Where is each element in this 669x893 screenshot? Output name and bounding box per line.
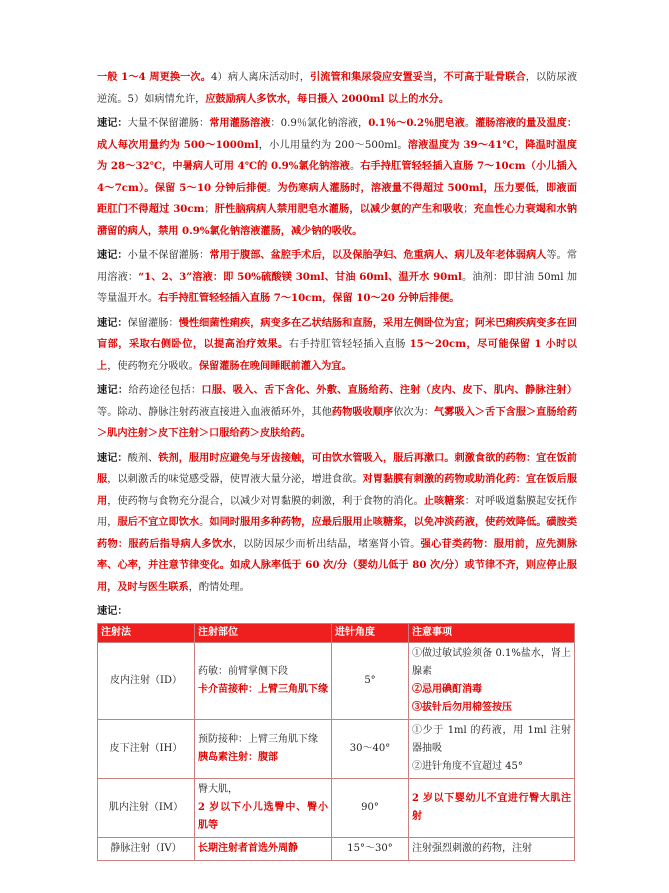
header-method: 注射法 <box>98 623 195 642</box>
quick-note-label: 速记： <box>97 605 128 617</box>
injection-table <box>97 623 575 861</box>
body-text: ：对呼吸道黏膜起安抚作用， <box>97 495 578 528</box>
site-line: 卡介苗接种：上臂三角肌下缘 <box>198 683 328 695</box>
highlight-text: 充血性心力衰竭和水钠潴留的病人，禁用 0.9%氯化钠溶液灌肠，减少钠的吸收。 <box>97 203 578 237</box>
body-text: ，以防尿液逆流。5）如病情允许， <box>97 72 578 105</box>
body-text: 保留灌肠： <box>127 317 179 329</box>
highlight-text: 一般 1～4 周更换一次。 <box>97 71 211 83</box>
body-text: ， <box>535 182 547 194</box>
highlight-text: 强心苷类药物：服用前，应先测脉率、心率，并注意节律变化。如成人脉率低于 60 次/分（婴幼儿低于 80 次/分）或节律不齐，则应停止服用，及时与医生联系 <box>97 537 578 593</box>
highlight-text: 保留灌肠在晚间睡眠前灌入为宜。 <box>198 359 352 372</box>
quick-note-label: 速记： <box>97 384 129 396</box>
cell-method: 肌内注射（IM） <box>98 778 195 837</box>
cell-site <box>195 778 332 837</box>
highlight-text: 慢性细菌性痢疾，病变多在乙状结肠和直肠，采用左侧卧位为宜；阿米巴痢疾病变多在回盲部，采取右侧卧位，以提高治疗效果。 <box>97 316 578 350</box>
paragraph-catheter-care <box>97 67 577 110</box>
highlight-text: 止咳糖浆 <box>423 494 465 507</box>
highlight-text: 0.1％～0.2％肥皂液 <box>368 117 465 129</box>
body-text: 酸剂、 <box>127 452 159 464</box>
body-text: 大量不保留灌肠： <box>127 118 210 129</box>
cell-notes <box>409 719 575 778</box>
highlight-text: 右手持肛管轻轻插入直肠 7～10cm，保留 10～20 分钟后排便。 <box>158 292 460 304</box>
highlight-text: 药物吸收顺序 <box>331 405 394 418</box>
paragraph-drug-routes <box>97 380 577 445</box>
highlight-text: 溶液温度为 39～41℃，降温时温度为 28～32℃，中暑病人可用 4℃的 0.9%氯化钠溶液 <box>97 138 577 172</box>
body-text: ，以防因尿少而析出结晶，堵塞肾小管。 <box>232 538 421 550</box>
site-line: 长期注射者首选外周静 <box>198 842 298 854</box>
site-line: 胰岛素注射：腹部 <box>198 751 278 763</box>
site-line: 预防接种：上臂三角肌下缘 <box>198 733 318 745</box>
body-text: ，以刺激舌的味觉感受器，使胃液大量分泌，增进食欲。 <box>107 474 363 485</box>
table-row <box>98 642 575 719</box>
highlight-text: 常用于腹部、盆腔手术后，以及保胎孕妇、危重病人、病儿及年老体弱病人 <box>209 249 547 261</box>
site-line: 臀大肌， <box>198 783 238 795</box>
body-text: ，小儿用量约为 200～500ml。 <box>258 139 408 151</box>
highlight-text: 右手持肛管轻轻插入直肠 7～10cm（小儿插入 4～7cm）。保留 5～10 分钟后排便 <box>97 160 577 194</box>
body-text: ，使药物充分吸收。 <box>107 360 199 372</box>
cell-site <box>195 719 332 778</box>
cell-site <box>195 642 332 719</box>
body-text: 等。除动、静脉注射药液直接进入血液循环外，其他 <box>97 406 332 418</box>
highlight-text: 引流管和集尿袋应安置妥当，不可高于耻骨联合 <box>310 71 526 83</box>
cell-site <box>195 837 332 860</box>
highlight-text: 肝性脑病病人禁用肥皂水灌肠，以减少氨的产生和吸收 <box>214 203 464 215</box>
body-text: 。 <box>464 118 476 129</box>
body-text: ； <box>204 204 215 215</box>
table-body <box>98 642 575 860</box>
body-text: ； <box>463 204 474 215</box>
site-line: 2 岁以下小儿选臀中、臀小肌等 <box>198 801 328 831</box>
table-row <box>98 719 575 778</box>
paragraph-large-enema <box>97 113 577 242</box>
body-text: 右手持肛管轻轻插入直肠 <box>288 339 410 350</box>
note-line: 2 岁以下婴幼儿不宜进行臀大肌注射 <box>412 792 571 822</box>
paragraph-small-enema <box>97 245 577 310</box>
quick-note-label: 速记： <box>97 316 128 329</box>
table-header-row <box>98 623 575 642</box>
note-line: 注射强烈刺激的药物，注射 <box>412 842 532 854</box>
note-line: ①做过敏试验须备 0.1%盐水，肾上腺素 <box>412 647 571 677</box>
header-angle: 进针角度 <box>332 623 409 642</box>
body-text: 给药途径包括： <box>128 385 202 396</box>
highlight-text: 即液面距肛门不得超过 30cm <box>97 181 578 215</box>
body-text: 4）病人离床活动时， <box>210 72 311 83</box>
note-line: ②忌用碘酊消毒 <box>412 683 482 695</box>
cell-notes <box>409 642 575 719</box>
highlight-text: 口服、吸入、舌下含化、外敷、直肠给药、注射（皮内、皮下、肌内、静脉注射） <box>201 384 578 396</box>
page-content <box>97 67 577 861</box>
table-caption-label <box>97 601 577 623</box>
cell-angle: 5° <box>332 642 409 719</box>
cell-method: 皮下注射（IH） <box>98 719 195 778</box>
highlight-text: 为伤寒病人灌肠时，溶液量不得超过 500ml，压力要低 <box>277 181 536 194</box>
body-text: ：0.9％氯化钠溶液， <box>270 118 369 129</box>
highlight-text: “1、2、3”溶液：即 50%硫酸镁 30ml、甘油 60ml、温开水 90ml <box>138 270 462 283</box>
cell-notes <box>409 837 575 860</box>
body-text: 等。常用溶液： <box>97 250 578 283</box>
body-text: 。 <box>199 517 210 528</box>
body-text: ，酌情处理。 <box>188 581 250 593</box>
highlight-text: 服后不宜立即饮水 <box>117 516 200 528</box>
paragraph-oral-medication <box>97 448 577 599</box>
cell-angle: 15°～30° <box>332 837 409 860</box>
site-line: 药敏：前臂掌侧下段 <box>198 665 288 677</box>
highlight-text: 气雾吸入＞舌下含服＞直肠给药＞肌内注射＞皮下注射＞口服给药＞皮肤给药。 <box>97 405 578 439</box>
highlight-text: 灌肠溶液的量及温度：成人每次用量约为 500～1000ml <box>97 117 578 151</box>
note-line: ②进针角度不宜超过 45° <box>412 760 523 772</box>
body-text: 。 <box>266 182 278 194</box>
body-text: 。油剂：即甘油 50ml 加等量温开水。 <box>97 271 578 304</box>
cell-angle: 90° <box>332 778 409 837</box>
quick-note-label: 速记： <box>97 451 128 464</box>
highlight-text: 对胃黏膜有刺激的药物或助消化药：宜在饭后服用 <box>97 473 578 507</box>
highlight-text: 应鼓励病人多饮水，每日摄入 2000ml 以上的水分。 <box>205 92 450 105</box>
body-text: 。 <box>349 161 361 172</box>
highlight-text: 如同时服用多种药物，应最后服用止咳糖浆，以免冲淡药液，使药效降低。磺胺类药物：服药后指导病人多饮水 <box>97 516 578 550</box>
body-text: ，使药物与食物充分混合，以减少对胃黏膜的刺激，利于食物的消化。 <box>107 495 424 507</box>
table-row <box>98 837 575 860</box>
note-line: ③拔针后勿用棉签按压 <box>412 701 512 713</box>
highlight-text: 铁剂，服用时应避免与牙齿接触，可由饮水管吸入，服后再漱口。刺激食欲的药物：宜在饭前服 <box>97 451 577 485</box>
note-line: ①少于 1ml 的药液，用 1ml 注射器抽吸 <box>412 724 571 754</box>
header-notes: 注意事项 <box>409 623 575 642</box>
highlight-text: 15～20cm，尽可能保留 1 小时以上 <box>97 338 577 372</box>
table-row <box>98 778 575 837</box>
paragraph-retention-enema <box>97 313 577 378</box>
quick-note-label: 速记： <box>97 249 128 261</box>
cell-method: 皮内注射（ID） <box>98 642 195 719</box>
cell-angle: 30～40° <box>332 719 409 778</box>
highlight-text: 常用灌肠溶液 <box>209 117 271 129</box>
header-site: 注射部位 <box>195 623 332 642</box>
body-text: 小量不保留灌肠： <box>127 250 210 261</box>
quick-note-label: 速记： <box>97 117 128 129</box>
cell-method: 静脉注射（IV） <box>98 837 195 860</box>
body-text: 依次为： <box>393 406 435 418</box>
cell-notes <box>409 778 575 837</box>
